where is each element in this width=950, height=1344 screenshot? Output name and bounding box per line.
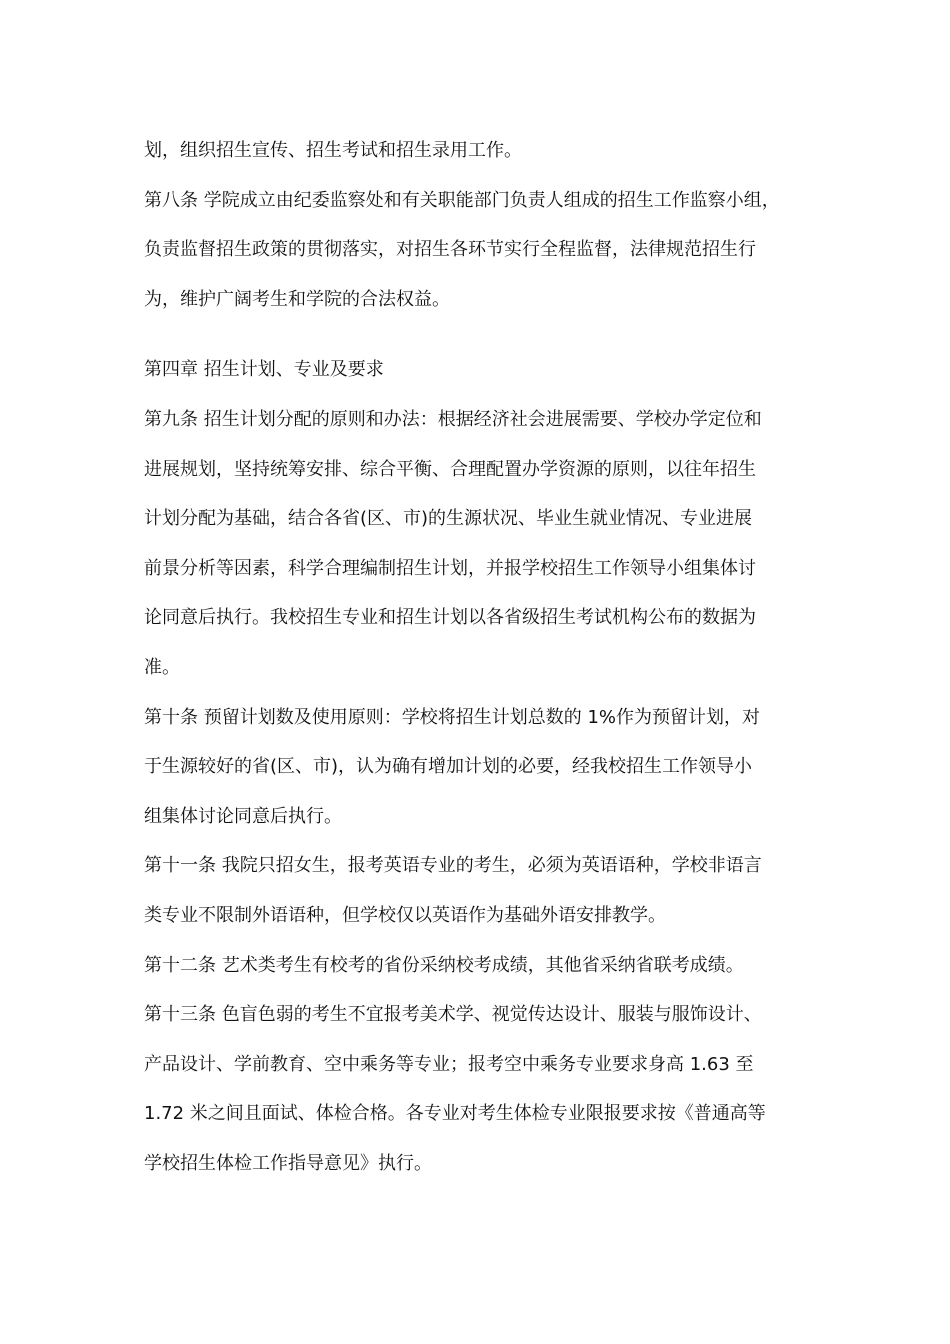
article-12-line: 第十二条 艺术类考生有校考的省份采纳校考成绩，其他省采纳省联考成绩。 [144, 954, 744, 976]
article-13-line: 第十三条 色盲色弱的考生不宜报考美术学、视觉传达设计、服装与服饰设计、 [144, 1004, 762, 1026]
text-line: 1.72 米之间且面试、体检合格。各专业对考生体检专业限报要求按《普通高等 [144, 1103, 766, 1125]
text-line: 进展规划，坚持统筹安排、综合平衡、合理配置办学资源的原则，以往年招生 [144, 458, 756, 480]
text-line: 前景分析等因素，科学合理编制招生计划，并报学校招生工作领导小组集体讨 [144, 557, 756, 579]
text-line: 划，组织招生宣传、招生考试和招生录用工作。 [144, 140, 522, 161]
text-line: 计划分配为基础，结合各省(区、市)的生源状况、毕业生就业情况、专业进展 [144, 508, 753, 530]
document-body [144, 133, 844, 1195]
article-11-line: 第十一条 我院只招女生，报考英语专业的考生，必须为英语语种，学校非语言 [144, 855, 762, 877]
text-line: 负责监督招生政策的贯彻落实，对招生各环节实行全程监督，法律规范招生行 [144, 239, 756, 261]
chapter-4-heading: 第四章 招生计划、专业及要求 [144, 359, 384, 381]
text-line: 于生源较好的省(区、市)，认为确有增加计划的必要，经我校招生工作领导小 [144, 756, 753, 778]
text-line: 为，维护广阔考生和学院的合法权益。 [144, 288, 450, 310]
article-8-line: 第八条 学院成立由纪委监察处和有关职能部门负责人组成的招生工作监察小组， [144, 189, 780, 211]
text-line: 组集体讨论同意后执行。 [144, 805, 342, 827]
text-line: 学校招生体检工作指导意见》执行。 [144, 1152, 432, 1174]
text-line: 论同意后执行。我校招生专业和招生计划以各省级招生考试机构公布的数据为 [144, 607, 756, 629]
text-line: 产品设计、学前教育、空中乘务等专业；报考空中乘务专业要求身高 1.63 至 [144, 1053, 754, 1075]
article-9-line: 第九条 招生计划分配的原则和办法：根据经济社会进展需要、学校办学定位和 [144, 408, 762, 430]
article-10-line: 第十条 预留计划数及使用原则：学校将招生计划总数的 1%作为预留计划，对 [144, 706, 760, 728]
text-line: 准。 [144, 656, 180, 678]
section-spacer [144, 331, 844, 352]
text-line: 类专业不限制外语语种，但学校仅以英语作为基础外语安排教学。 [144, 904, 666, 926]
